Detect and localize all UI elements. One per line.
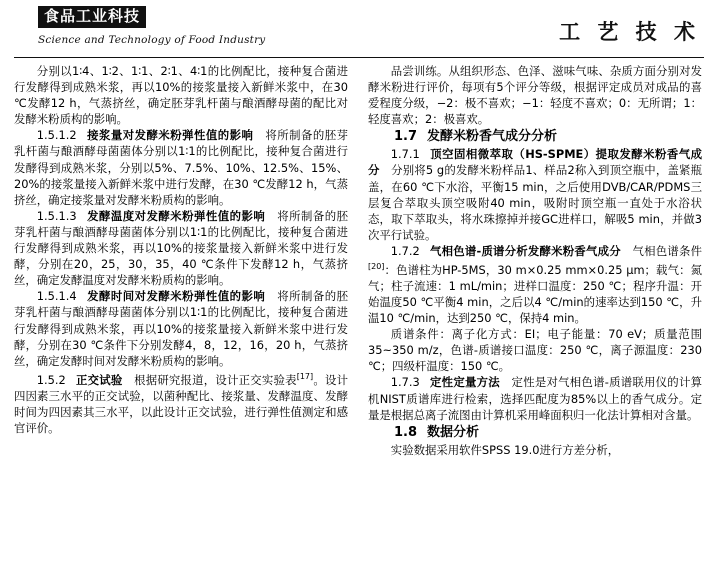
heading-number: 1.7 <box>394 129 418 145</box>
section-number: 1.7.3 <box>390 375 420 390</box>
section-title: 定性定量方法 <box>429 375 500 390</box>
section-1-7 <box>368 127 702 146</box>
section-title: 发酵时间对发酵米粉弹性值的影响 <box>86 289 266 304</box>
section-1-5-1-2 <box>14 127 348 207</box>
section-1-8 <box>368 423 702 442</box>
section-body: 将所制备的胚芽乳杆菌与酿酒酵母菌菌体分别以1∶1的比例配比，接种复合菌进行发酵得到成熟米浆，再以10%的接浆量接入新鲜米浆中进行发酵，分别在20，25，30，35，40 ℃条件下发酵12 h，气蒸挤丝，确定发酵温度对发酵米粉质构的影响。 <box>14 208 348 288</box>
section-title: 气相色谱-质谱分析发酵米粉香气成分 <box>429 243 621 258</box>
section-body: 气相色谱条件[20]：色谱柱为HP-5MS，30 m×0.25 mm×0.25 μm；载气：氮气；柱子流速：1 mL/min；进样口温度：250 ℃；程序升温：开始温度50 ℃平衡4 min，之后以4 ℃/min的速率达到150 ℃，升温10 ℃/min，达到250 ℃，保持4 min。 <box>368 243 702 326</box>
right-column <box>368 63 702 572</box>
section-title: 顶空固相微萃取（HS-SPME）提取发酵米粉香气成分 <box>368 147 702 178</box>
heading-text: 数据分析 <box>427 424 480 440</box>
journal-title-en: Science and Technology of Food Industry <box>38 33 266 46</box>
section-title: 正交试验 <box>75 372 123 387</box>
header-divider <box>14 57 704 58</box>
left-column <box>14 63 348 572</box>
section-body: 定性是对气相色谱-质谱联用仪的计算机NIST质谱库进行检索，选择匹配度为85%以上的香气成分。定量是根据总离子流图由计算机采用峰面积归一化法计算相对含量。 <box>368 375 702 422</box>
para-ms-conditions: 质谱条件：离子化方式：EI；电子能量：70 eV；质量范围35~350 m/z，色谱-质谱接口温度：250 ℃，离子源温度：230 ℃；四级杆温度：150 ℃。 <box>368 327 702 374</box>
section-number: 1.5.2 <box>36 372 66 387</box>
section-1-5-2 <box>14 369 348 436</box>
section-number: 1.5.1.4 <box>36 289 77 304</box>
page-header <box>0 0 718 62</box>
para-data-analysis: 实验数据采用软件SPSS 19.0进行方差分析， <box>390 442 620 457</box>
section-number: 1.7.2 <box>390 243 420 258</box>
heading-text: 发酵米粉香气成分分析 <box>427 129 558 145</box>
section-1-7-1 <box>368 146 702 243</box>
heading-number: 1.8 <box>394 424 418 440</box>
section-number: 1.5.1.3 <box>36 208 77 223</box>
section-title: 接浆量对发酵米粉弹性值的影响 <box>86 128 254 143</box>
section-title: 工 艺 技 术 <box>559 19 700 44</box>
section-1-5-1-3 <box>14 208 348 288</box>
section-1-7-2 <box>368 243 702 326</box>
section-body: 根据研究报道，设计正交实验表[17]。设计四因素三水平的正交试验，以菌种配比、接浆量、发酵温度、发酵时间为四因素其三水平，以此设计正交试验，进行弹性值测定和感官评价。 <box>14 371 348 435</box>
section-body: 分别将5 g的发酵米粉样品1、样品2称入到顶空瓶中，盖紧瓶盖，在60 ℃下水浴，平衡15 min，之后使用DVB/CAR/PDMS三层复合萃取头顶空吸附40 min，吸附时顶空瓶一直处于水浴状态，取下萃取头，将水珠擦掉并接GC进样口，解吸5 min，并做3次平行试验。 <box>368 163 702 242</box>
section-1-7-3 <box>368 374 702 422</box>
section-body: 将所制备的胚芽乳杆菌与酿酒酵母菌菌体分别以1∶1的比例配比，接种复合菌进行发酵得到成熟米浆，再以10%的接浆量接入新鲜米浆中进行发酵，分别在30 ℃条件下分别发酵4，8，12，16，20 h，气蒸挤丝，确定发酵时间对发酵米粉质构的影响。 <box>14 289 348 368</box>
body-columns <box>14 63 704 572</box>
journal-masthead <box>38 6 266 46</box>
section-body: 将所制备的胚芽乳杆菌与酿酒酵母菌菌体分别以1∶1的比例配比，接种复合菌进行发酵得到成熟米浆，分别以5%、7.5%、10%、12.5%、15%、20%的接浆量接入新鲜米浆中进行发酵，在30 ℃发酵12 h，气蒸挤丝，确定接浆量对发酵米粉质构的影响。 <box>14 128 348 207</box>
section-1-5-1-4 <box>14 288 348 368</box>
section-title: 发酵温度对发酵米粉弹性值的影响 <box>86 208 266 223</box>
journal-title-cn: 食品工业科技 <box>38 6 146 28</box>
section-number: 1.7.1 <box>390 147 420 162</box>
para-sensory-training: 品尝训练。从组织形态、色泽、滋味气味、杂质方面分别对发酵米粉进行评价，每项有5个评分等级，根据评定成员对成品的喜爱程度分级，−2：极不喜欢；−1：轻度不喜欢；0：无所谓；1：轻度喜欢；2：极喜欢。 <box>368 64 702 127</box>
para-ratio-mix: 分别以1∶4、1∶2、1∶1、2∶1、4∶1的比例配比，接种复合菌进行发酵得到成熟米浆，再以10%的接浆量接入新鲜米浆中，在30 ℃发酵12 h，气蒸挤丝，确定胚芽乳杆菌与酿酒酵母菌的配比对发酵米粉质构的影响。 <box>14 64 348 127</box>
section-number: 1.5.1.2 <box>36 128 77 143</box>
